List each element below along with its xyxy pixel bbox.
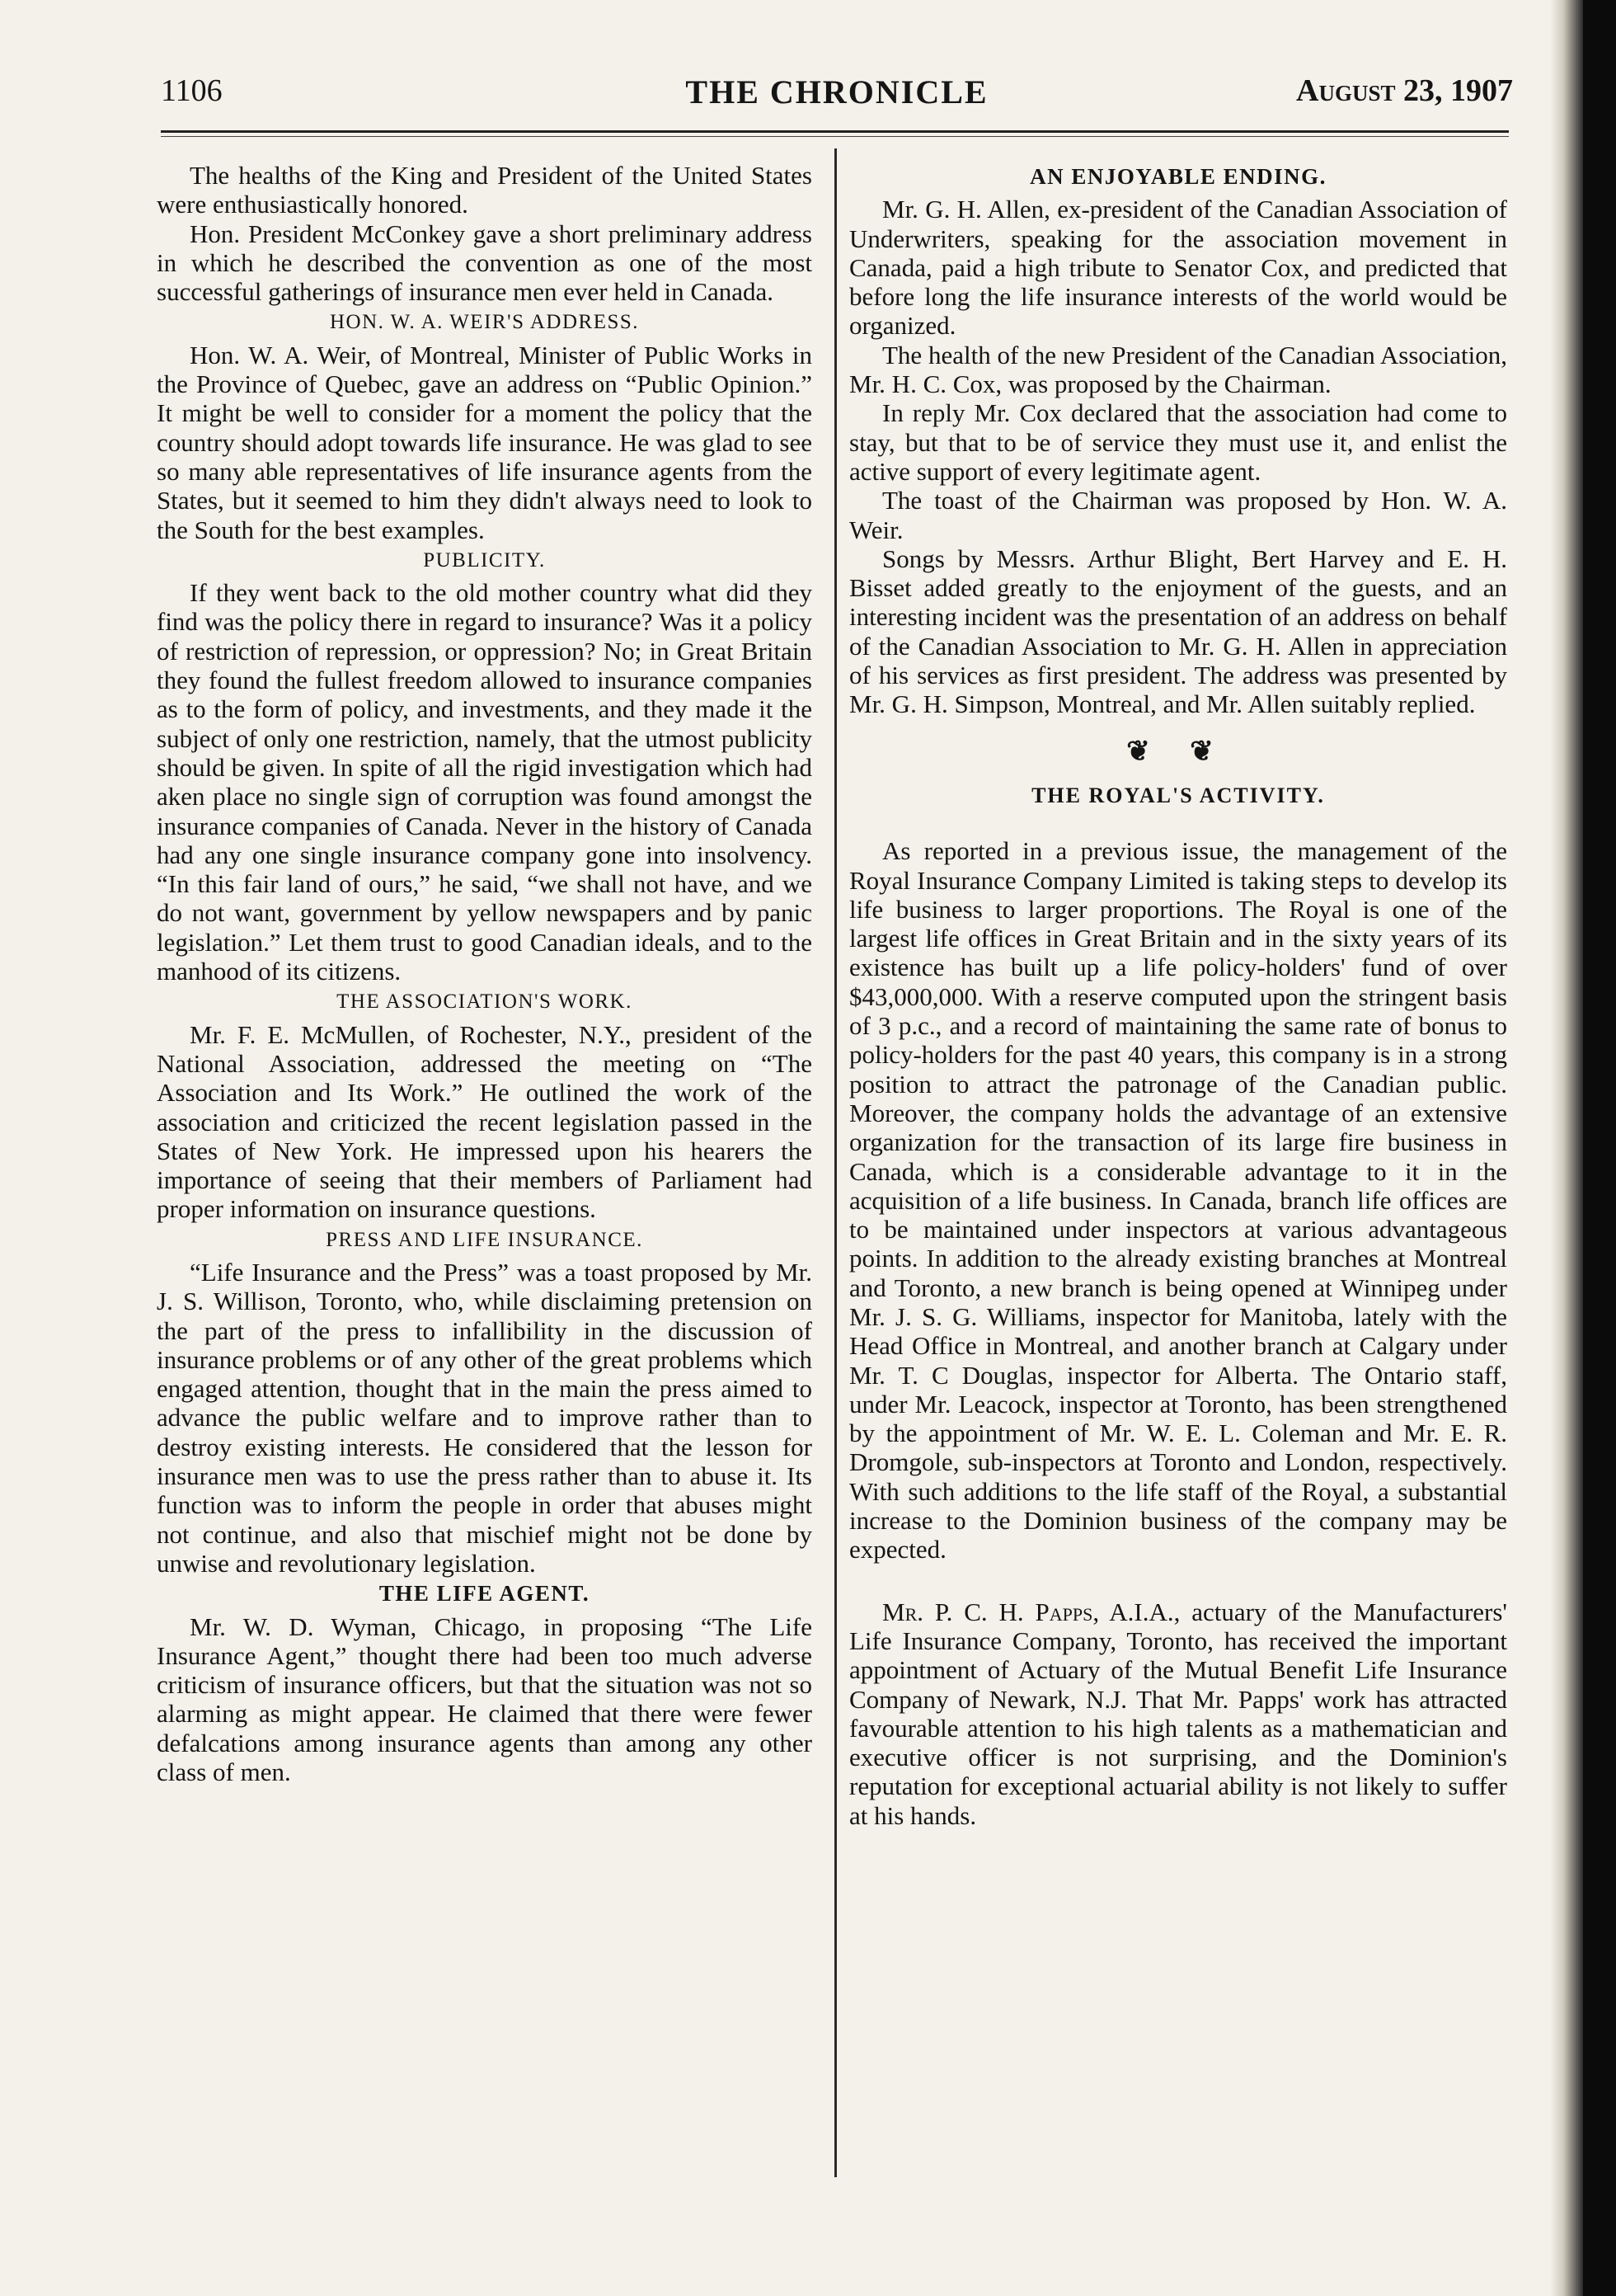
article-paragraph: Hon. W. A. Weir, of Montreal, Minister of Public Works in the Province of Quebec, gave an address on “Public Opinion.” It might be well to consider for a moment the policy that the country should adopt towards life insurance. He was glad to see so many able representatives of life insurance agents from the States, but it seemed to him they didn't always need to look to the South for the best examples. (157, 340, 812, 544)
article-title: THE ROYAL'S ACTIVITY. (1031, 783, 1325, 807)
left-column (157, 161, 812, 2272)
ornament-separator: ❦ ❦ (1126, 736, 1230, 767)
page-edge-shadow (1550, 0, 1583, 2296)
issue-date: August 23, 1907 (1296, 73, 1513, 108)
article-paragraph: If they went back to the old mother country what did they find was the policy there in regard to insurance? Was it a policy of restriction of repression, or oppression? No; in Great Britain they found the fullest freedom allowed to insurance companies as to the form of policy, and investments, and they made it the subject of only one restriction, namely, that the utmost publicity should be given. In spite of all the rigid investigation which had aken place no single sign of corruption was found amongst the insurance companies of Canada. Never in the history of Canada had any one single insurance company gone into insolvency. “In this fair land of ours,” he said, “we shall not have, and we do not want, government by yellow newspapers and by panic legislation.” Let them trust to good Canadian ideals, and to the manhood of its citizens. (157, 578, 812, 986)
article-paragraph: Mr. G. H. Allen, ex-president of the Canadian Association of Underwriters, speaking for the association movement in Canada, paid a high tribute to Senator Cox, and predicted that before long the life insurance interests of the world would be organized. (849, 195, 1507, 341)
article-paragraph: As reported in a previous issue, the management of the Royal Insurance Company Limited is taking steps to develop its life business to larger proportions. The Royal is one of the largest life offices in Great Britain and in the sixty years of its existence has built up a life policy-holders' fund of over $43,000,000. With a reserve computed upon the stringent basis of 3 p.c., and a record of maintaining the same rate of bonus to policy-holders for the past 40 years, this company is in a strong position to attract the patronage of the Canadian public. Moreover, the company holds the advantage of an extensive organization for the transaction of its large fire business in Canada, which is a considerable advantage to it in the acquisition of a life business. In Canada, branch life offices are to be maintained under inspectors at various advantageous points. In addition to the already existing branches at Montreal and Toronto, a new branch is being opened at Winnipeg under Mr. J. S. G. Williams, inspector for Manitoba, lately with the Head Office in Montreal, and another branch at Calgary under Mr. T. C Douglas, inspector for Alberta. The Ontario staff, under Mr. Leacock, inspector at Toronto, has been strengthened by the appointment of Mr. W. E. L. Coleman and Mr. E. R. Dromgole, sub-inspectors at Toronto and London, respectively. With such additions to the life staff of the Royal, a substantial increase to the Dominion business of the company may be expected. (849, 836, 1507, 1564)
column-divider (834, 148, 837, 2177)
article-paragraph (849, 1597, 1507, 1830)
article-paragraph: The healths of the King and President of the United States were enthusiastically honored. (157, 161, 812, 219)
spacer (849, 1564, 1507, 1597)
article-paragraph: The health of the new President of the Canadian Association, Mr. H. C. Cox, was proposed by the Chairman. (849, 340, 1507, 399)
article-paragraph: Mr. W. D. Wyman, Chicago, in proposing “The Life Insurance Agent,” thought there had been too much adverse criticism of insurance officers, but that the situation was not so alarming as might appear. He claimed that there were fewer defalcations among insurance agents than among any other class of men. (157, 1611, 812, 1787)
section-heading: THE LIFE AGENT. (378, 1581, 590, 1607)
article-paragraph: Mr. F. E. McMullen, of Rochester, N.Y., president of the National Association, addressed the meeting on “The Association and Its Work.” He outlined the work of the association and criticized the recent legislation passed in the States of New York. He impressed upon his hearers the importance of seeing that their members of Parliament had proper information on insurance questions. (157, 1019, 812, 1224)
article-paragraph: Hon. President McConkey gave a short preliminary address in which he described the convention as one of the most successful gatherings of insurance men ever held in Canada. (157, 219, 812, 307)
article-paragraph: Songs by Messrs. Arthur Blight, Bert Harvey and E. H. Bisset added greatly to the enjoyment of the guests, and an interesting incident was the presentation of an address on behalf of the Canadian Association to Mr. G. H. Allen in appreciation of his services as first president. The address was presented by Mr. G. H. Simpson, Montreal, and Mr. Allen suitably replied. (849, 543, 1507, 719)
section-heading: PUBLICITY. (423, 548, 546, 572)
section-heading: PRESS AND LIFE INSURANCE. (326, 1228, 643, 1251)
section-heading: THE ASSOCIATION'S WORK. (336, 990, 632, 1014)
section-heading: HON. W. A. WEIR'S ADDRESS. (329, 311, 640, 334)
section-heading: AN ENJOYABLE ENDING. (1030, 164, 1327, 189)
spacer (849, 813, 1507, 836)
page-number: 1106 (161, 73, 223, 108)
person-name: Mr. P. C. H. Papps, A.I.A. (882, 1597, 1174, 1626)
page-header (161, 73, 1513, 122)
header-rule (161, 130, 1509, 137)
article-paragraph: The toast of the Chairman was proposed by Hon. W. A. Weir. (849, 486, 1507, 544)
article-paragraph: “Life Insurance and the Press” was a toast proposed by Mr. J. S. Willison, Toronto, who, while disclaiming pretension on the part of the press to infallibility in the discussion of insurance problems or of any other of the great problems which engaged attention, thought that in the main the press aimed to advance the public welfare and to improve rather than to destroy existing interests. He considered that the lesson for insurance men was to use the press rather than to abuse it. Its function was to inform the people in order that abuses might not continue, and also that mischief might not be done by unwise and revolutionary legislation. (157, 1257, 812, 1578)
paragraph-body: , actuary of the Manufacturers' Life Insurance Company, Toronto, has received the important appointment of Actuary of the Mutual Benefit Life Insurance Company of Newark, N.J. That Mr. Papps' work has attracted favourable attention to his high talents as a mathematician and executive officer is not surprising, and the Dominion's reputation for exceptional actuarial ability is not likely to suffer at his hands. (849, 1597, 1507, 1830)
article-paragraph: In reply Mr. Cox declared that the association had come to stay, but that to be of service they must use it, and enlist the active support of every legitimate agent. (849, 398, 1507, 486)
right-column (849, 161, 1507, 2272)
journal-title: THE CHRONICLE (685, 73, 989, 111)
